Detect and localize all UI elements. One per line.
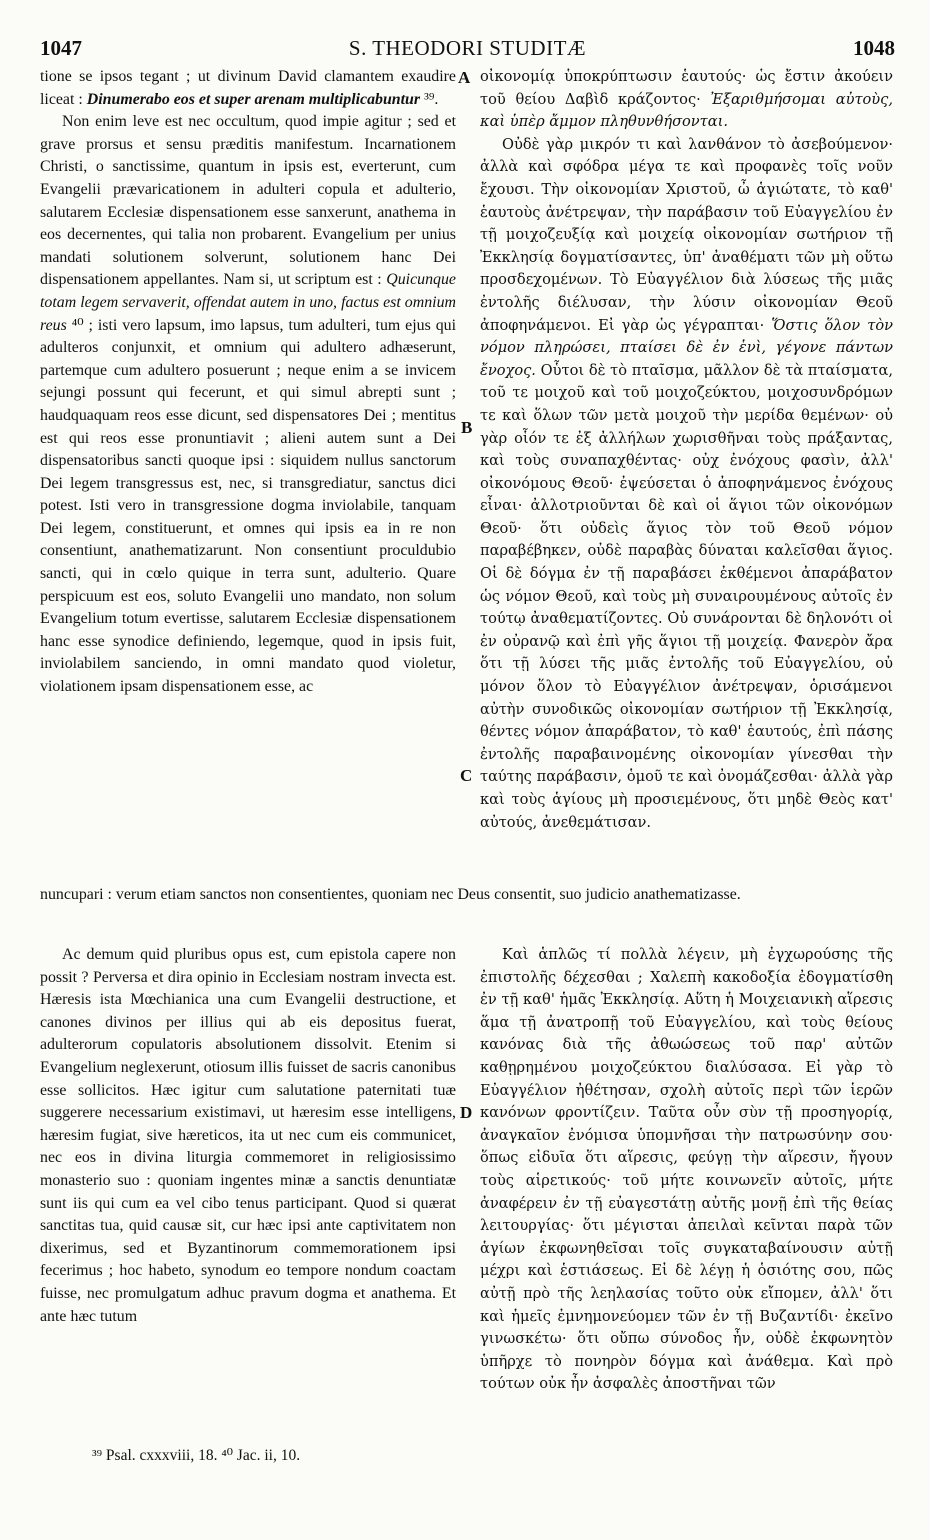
- margin-letter-d: D: [460, 1103, 473, 1122]
- margin-letter-b: B: [461, 418, 473, 437]
- footnotes: ³⁹ Psal. cxxxviii, 18. ⁴⁰ Jac. ii, 10.: [92, 1447, 301, 1464]
- greek-text: Οὗτοι δὲ τὸ πταῖσμα, μᾶλλον δὲ τὰ πταίσματα, τοῦ τε μοιχοῦ καὶ τοῦ μοιχοζεύκτου, μοιχοσυνδρόμων τε καὶ ὅλων τῶν μετὰ μοιχοῦ τὴν μερίδα θεμένων· οὐ γὰρ οἷόν τε ἐξ ἀλλήλων χωρισθῆναι τοὺς πράξαντας, καὶ τοὺς συναπαχθέντας· οὐχ ἐνόχους φασὶν, ἀλλ' οἰκονόμους Θεοῦ· ἐψεύσεται ὁ ἀποφηνάμενος ἐνόχους εἶναι· ἀλλοτριοῦνται δὲ καὶ οἱ ἅγιοι τῶν οἰκονόμων Θεοῦ· ὅτι οὐδεὶς ἅγιος τὸν τοῦ Θεοῦ νόμον παραβέβηκεν, οὐδὲ παραβὰς δύναται καλεῖσθαι ἅγιος. Οἱ δὲ δόγμα ἐν τῇ παραβάσει ἐκθέμενοι ἀπαράβατον ὡς νόμον Θεοῦ, καὶ τοὺς μὴ συναιρουμένους αὐτοῖς ἐν τούτῳ ἀναθεματίζοντες. Οὐ συνάρονται δὲ δηλονότι οἱ ἐν οὐρανῷ καὶ ἐπὶ γῆς ἅγιοι τῇ μοιχείᾳ. Φανερὸν ἄρα ὅτι τῇ λύσει τῆς μιᾶς ἐντολῆς τοῦ Εὐαγγελίου, οὐ μόνον ὅλον τὸ Εὐαγγέλιον ἀνέτρεψαν, ὁρισάμενοι αὐτὴν συνοδικῶς οἰκονομίαν σωτήριον τῇ Ἐκκλησίᾳ, θέντες νόμον ἀπαράβατον, τὸ καθ' ἑαυτούς, ἐπὶ πάσης ἐντολῆς παραβαινομένης οἰκονομίαν γίνεσθαι τὴν ταύτης παράβασιν, ὁμοῦ τε καὶ ὀνομάζεσθαι· ἀλλὰ γὰρ καὶ τοὺς ἁγίους μὴ προσιεμένους, ὅτι μηδὲ Θεὸς κατ' αὐτούς, ἀνεθεμάτισαν.: [480, 361, 893, 831]
- latin-quotation: Quicunque totam legem servaverit, offendat autem in uno, factus est omnium reus: [40, 271, 456, 334]
- latin-column-bottom: [40, 944, 456, 1436]
- greek-column-top: [480, 66, 893, 882]
- latin-paragraph-3: Ac demum quid pluribus opus est, cum epistola capere non possit ? Perversa et dira opinio in Ecclesiam nostram invecta est. Hæresis ista Mœchianica una cum Evangelii destructione, et canones divinos per illius qui ab eis depositus fuerat, adulterorum copulatoris absolutionem dissolvit. Etenim si Evangelium neglexerunt, otiosum illis fuisset de sacris canonibus esse sollicitos. Hæc igitur cum salutatione paternitati tuæ suggerere necessarium existimavi, ut hæresim esse intelligens, hæresim fugiat, sive hæreticos, ita ut nec cum eis communicet, nec eos in divina liturgia commemoret in religiosissimo monasterio suo : quoniam ingentes minæ a sanctis denuntiatæ sunt iis qui cum ea vel cibo tenus participant. Quod si quærat sanctitas tua, quid causæ sit, cur hæc ipsi ante captivitatem non dixerimus, sed et Byzantinorum commemorationem ipsi fecerimus ; hoc habeto, synodum eo tempore nondum coactam fuisse, nec promulgatum adhuc pravum dogma et anathema. Et ante hæc tutum: [40, 946, 456, 1325]
- greek-quotation: Ἐξαριθμήσομαι αὐτοὺς, καὶ ὑπὲρ ἄμμον πληθυνθήσονται.: [480, 90, 893, 131]
- latin-paragraph-1: [40, 66, 456, 111]
- greek-quotation: Ὅστις ὅλον τὸν νόμον πληρώσει, πταίσει δὲ ἐν ἑνὶ, γέγονε πάντων ἔνοχος.: [480, 316, 893, 379]
- margin-letter-c: C: [460, 766, 473, 785]
- greek-column-bottom: [480, 944, 893, 1436]
- margin-letter-a: A: [458, 68, 471, 87]
- latin-quotation: Dinumerabo eos et super arenam multiplicabuntur: [86, 90, 421, 108]
- greek-text: οἰκονομίᾳ ὑποκρύπτωσιν ἑαυτούς· ὡς ἔστιν ἀκούειν τοῦ θείου Δαβὶδ κράζοντος·: [480, 68, 893, 108]
- greek-paragraph-3: Καὶ ἁπλῶς τί πολλὰ λέγειν, μὴ ἐγχωρούσης τῆς ἐπιστολῆς δέχεσθαι ; Χαλεπὴ κακοδοξία ἐδογματίσθη ἐν τῇ καθ' ἡμᾶς Ἐκκλησίᾳ. Αὕτη ἡ Μοιχειανικὴ αἵρεσις ἅμα τῇ ἀνατροπῇ τοῦ Εὐαγγελίου, καὶ τοὺς θείους κανόνας διὰ τῆς ἀθωώσεως τοῦ παρ' αὐτῶν καθῃρημένου μοιχοζεύκτου διαλύσασα. Εἰ γὰρ τὸ Εὐαγγέλιον ἠθέτησαν, σχολὴ αὐτοῖς περὶ τῶν ἱερῶν κανόνων φροντίζειν. Ταῦτα οὖν σὺν τῇ προσηγορίᾳ, ἀναγκαῖον ἐνόμισα ὑπομνῆσαι τὴν πατρωσύνην σου· ὅπως εἰδυῖα ὅτι αἵρεσις, φεύγῃ τὴν αἵρεσιν, ἤγουν τοὺς αἱρετικούς· τοῦ μήτε κοινωνεῖν αὐτοῖς, μήτε ἀναφέρειν ἐν τῇ εὐαγεστάτῃ αὐτῆς μονῇ ἐπὶ τῆς θείας λειτουργίας· ὅτι μέγισται ἀπειλαὶ κεῖνται παρὰ τῶν ἁγίων ἐκφωνηθεῖσαι τοῖς συγκαταβαίνουσιν αὐτῇ μέχρι καὶ ἑστιάσεως. Εἰ δὲ λέγῃ ἡ ὁσιότης σου, πῶς αὐτῇ πρὸ τῆς λεηλασίας τοῦτο οὐκ εἴπομεν, ἀλλ' ὅτι καὶ ἡμεῖς ἐμνημονεύομεν τῶν ἐν τῇ Βυζαντίδι· ἐκεῖνο γινωσκέτω· ὅτι οὔπω σύνοδος ἦν, οὐδὲ ἐκφωνητὸν ὑπῆρχε τὸ πονηρὸν δόγμα καὶ ἀνάθεμα. Καὶ πρὸ τούτων οὐκ ἦν ἀσφαλὲς ἀποστῆναι τῶν: [480, 946, 893, 1393]
- running-title: S. THEODORI STUDITÆ: [348, 36, 587, 60]
- footnote-ref: ³⁹.: [420, 90, 439, 108]
- latin-paragraph-2: [40, 111, 456, 698]
- latin-column-top: [40, 66, 456, 882]
- latin-text: tione se ipsos tegant ; ut divinum David clamantem exaudire liceat :: [40, 68, 456, 108]
- greek-paragraph-2: [480, 134, 893, 834]
- greek-paragraph-1: [480, 66, 893, 134]
- page-header: [40, 36, 895, 66]
- greek-text: Οὐδὲ γὰρ μικρόν τι καὶ λανθάνον τὸ ἀσεβούμενον· ἀλλὰ καὶ σφόδρα μέγα τε καὶ προφανὲς τοῖς νοῦν ἔχουσι. Τὴν οἰκονομίαν Χριστοῦ, ὦ ἁγιώτατε, τὸ καθ' ἑαυτοὺς ἀνέτρεψαν, τὴν παράβασιν τοῦ Εὐαγγελίου ἐν τῇ μοιχοζευξίᾳ καὶ μοιχείᾳ οἰκονομίαν σωτήριον τῇ Ἐκκλησίᾳ δογματίσαντες, ὑπ' ἀναθέματι τῶν μὴ οὕτω προσδεχομένων. Τὸ Εὐαγγέλιον διὰ λύσεως τῆς μιᾶς ἐντολῆς διέλυσαν, τὴν λύσιν οἰκονομίαν Θεοῦ ἀποφηνάμενοι. Εἰ γὰρ ὡς γέγραπται·: [480, 135, 893, 334]
- left-page-number: 1047: [40, 36, 82, 60]
- latin-full-width-line: nuncupari : verum etiam sanctos non consentientes, quoniam nec Deus consentit, suo judicio anathematizasse.: [40, 886, 741, 903]
- latin-text: Non enim leve est nec occultum, quod impie agitur ; sed et grave prorsus et sensu præditis manifestum. Incarnationem Christi, o sanctissime, quantum in ipsis est, everterunt, cum Evangelii prævaricationem in adulteri copula et adulterio, salutarem Ecclesiæ dispensationem esse sanxerunt, anathema in eos decernentes, qui talia non probarent. Evangelium per unius mandati solutionem solverunt, solutionem hanc Dei dispensationem appellantes. Nam si, ut scriptum est :: [40, 113, 456, 289]
- right-page-number: 1048: [853, 36, 895, 60]
- latin-text: ⁴⁰ ; isti vero lapsum, imo lapsus, tum adulteri, tum ejus qui adulteros conjunxit, et omnium qui adultero adhæserunt, partemque cum adultero posuerunt ; neque enim a se invicem sejungi possunt qui fecerunt, et qui simul abrepti sunt ; haudquaquam reos esse dicunt, sed dispensatores Dei ; mentitus est qui reos esse pronuntiavit ; alieni autem sunt a Dei dispensatoribus sancti quoque ipsi : siquidem nullus sanctorum Dei legem transgressus est, nec, si transgrediatur, sanctus dici potest. Isti vero in transgressione dogma inviolabile, tanquam Dei legem, constituerunt, et omnes qui ipsis ea in re non consentiunt, anathematizarunt. Non consentiunt proculdubio sancti, qui in cœlo quique in terra sunt, adulterio. Quare perspicuum est eos, soluto Evangelii uno mandato, non solum Evangelium totum evertisse, salutarem Ecclesiæ dispensationem hanc esse synodice definiendo, legemque, quod in ipsis fuit, inviolabilem sanciendo, in omni mandato quod violetur, violationem ipsam dispensationem esse, ac: [40, 316, 456, 696]
